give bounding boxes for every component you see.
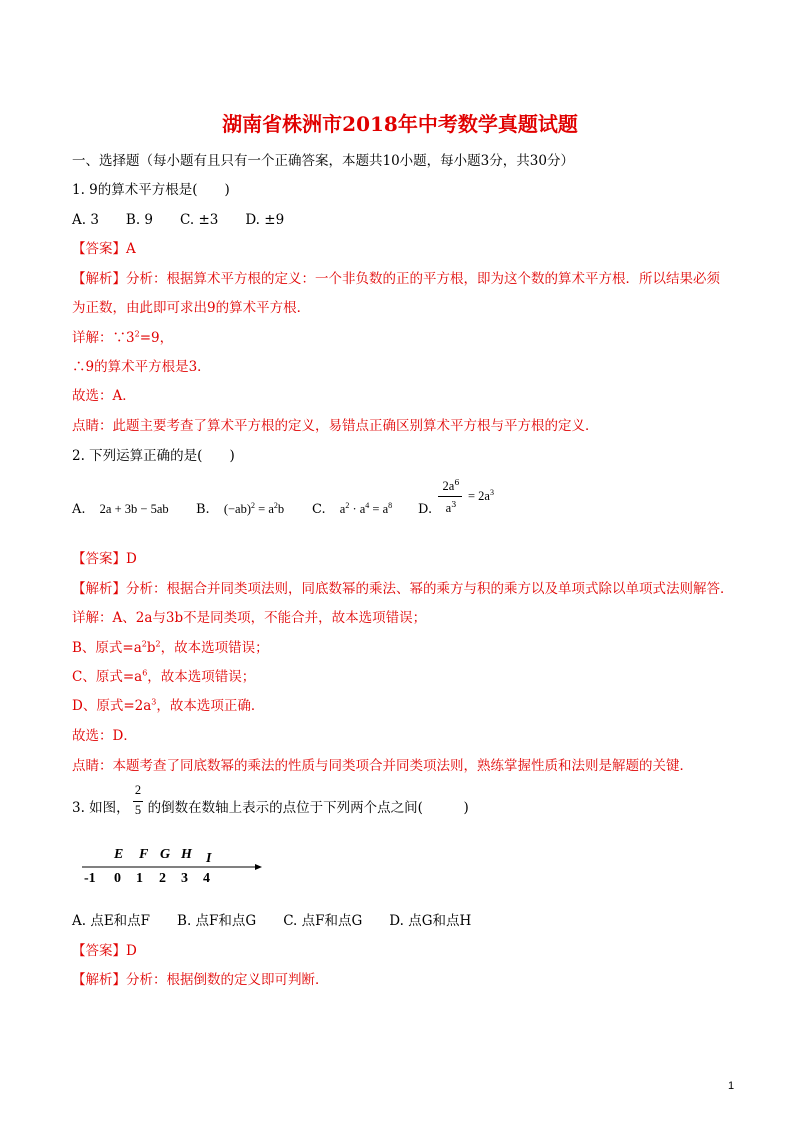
q2-option-c-label: C. [312, 502, 326, 517]
number-line-axis [80, 845, 280, 890]
q2-d-rhs: = 2a [468, 489, 490, 503]
q2-c-a1: a [339, 502, 346, 516]
q1-detail [72, 329, 173, 347]
q2-analysis: 【解析】分析：根据合并同类项法则，同底数幂的乘法、幂的乘方与积的乘方以及单项式除以单项式法则解答． [72, 581, 734, 597]
q2-b-base: (−ab) [223, 502, 252, 516]
q2-option-b-expr [224, 502, 284, 516]
q2-option-b-label: B. [196, 502, 210, 517]
q2-detail-c-sup: 6 [142, 668, 148, 678]
q2-c-e1: 2 [345, 500, 350, 510]
q2-option-a-label: A. [72, 502, 86, 517]
point-label-h: H [181, 847, 192, 862]
q1-therefore: ∴9的算术平方根是3． [72, 359, 211, 375]
q1-analysis-line1: 【解析】分析：根据算术平方根的定义：一个非负数的正的平方根，即为这个数的算术平方根．所以结果必须 [72, 271, 720, 287]
tick-label-1: 1 [136, 871, 143, 886]
q2-detail-d-pre: D、原式=2a [72, 698, 152, 714]
q3-stem-post: 的倒数在数轴上表示的点位于下列两个点之间( ) [147, 800, 469, 816]
point-label-i: I [206, 851, 212, 866]
q2-d-den-exp: 3 [451, 499, 457, 509]
q1-comment: 点睛：此题主要考查了算术平方根的定义，易错点正确区别算术平方根与平方根的定义． [72, 418, 599, 434]
point-label-e: E [114, 847, 124, 862]
q2-detail-b-pre: B、原式=a [72, 640, 142, 656]
q2-detail-b-sup1: 2 [141, 639, 147, 649]
q1-answer: 【答案】A [72, 241, 136, 257]
q2-detail-d-sup: 3 [151, 697, 157, 707]
q3-fraction-numerator: 2 [134, 783, 142, 797]
q2-c-dot: · a [349, 502, 366, 516]
q2-d-num-exp: 6 [454, 477, 460, 487]
q1-detail-suffix: =9， [139, 330, 174, 346]
q2-detail: 详解：A、2a与3b不是同类项，不能合并，故本选项错误； [72, 610, 427, 626]
q2-option-a-expr: 2a + 3b − 5ab [99, 502, 169, 516]
q2-detail-c [72, 668, 255, 686]
point-label-g: G [160, 847, 171, 862]
q2-b-exp2: 2 [273, 500, 278, 510]
q2-answer: 【答案】D [72, 551, 137, 567]
q2-detail-c-pre: C、原式=a [72, 669, 143, 685]
q3-stem-pre: 3. 如图， [72, 800, 130, 816]
q2-stem: 2. 下列运算正确的是( ) [72, 448, 235, 464]
q1-stem: 1. 9的算术平方根是( ) [72, 182, 230, 198]
tick-label-2: 2 [159, 871, 166, 886]
q2-d-den: a [445, 501, 452, 515]
tick-label-3: 3 [181, 871, 188, 886]
q2-c-e3: 8 [388, 500, 393, 510]
q1-detail-sup: 2 [134, 329, 140, 339]
q2-detail-d-post: ，故本选项正确． [156, 698, 265, 714]
q3-options: A. 点E和点F B. 点F和点G C. 点F和点G D. 点G和点H [72, 913, 472, 929]
q1-analysis-line2: 为正数，由此即可求出9的算术平方根． [72, 300, 311, 316]
q3-fraction-denominator: 5 [134, 803, 142, 817]
q3-answer: 【答案】D [72, 943, 137, 959]
q2-c-eq: = a [369, 502, 389, 516]
point-label-f: F [139, 847, 149, 862]
q3-analysis: 【解析】分析：根据倒数的定义即可判断． [72, 972, 329, 988]
page-number: 1 [728, 1080, 735, 1092]
q2-b-tail: b [277, 502, 285, 516]
q2-option-d-numerator [438, 478, 464, 494]
q3-fraction-bar [133, 801, 143, 802]
number-line-figure [80, 845, 280, 890]
q1-detail-prefix: 详解：∵3 [72, 330, 135, 346]
tick-label-0: 0 [114, 871, 121, 886]
q2-detail-b-mid: b [146, 640, 156, 656]
q1-options: A. 3 B. 9 C. ±3 D. ±9 [72, 212, 285, 228]
q2-b-eq: = a [255, 502, 274, 516]
q2-option-a [72, 502, 169, 517]
q2-option-d-label: D. [418, 502, 433, 517]
q1-choose: 故选：A． [72, 388, 136, 404]
q2-detail-c-post: ，故本选项错误； [147, 669, 256, 685]
q2-detail-b [72, 639, 269, 657]
q2-d-num: 2a [442, 479, 455, 493]
q2-choose: 故选：D． [72, 728, 137, 744]
q2-detail-d [72, 697, 264, 715]
q2-d-rhs-exp: 3 [489, 487, 494, 497]
tick-label-neg1: -1 [84, 871, 96, 886]
q2-option-c [312, 502, 392, 517]
q2-option-d-fraction-bar [438, 496, 462, 497]
q2-detail-b-post: ，故本选项错误； [160, 640, 269, 656]
section-heading: 一、选择题（每小题有且只有一个正确答案，本题共10小题，每小题3分，共30分） [72, 153, 574, 169]
q2-option-b [196, 502, 284, 517]
q2-option-d-rhs [468, 489, 494, 504]
q2-c-e2: 4 [365, 500, 370, 510]
q2-detail-b-sup2: 2 [155, 639, 161, 649]
q2-b-exp: 2 [251, 500, 256, 510]
page-title: 湖南省株洲市2018年中考数学真题试题 [222, 112, 578, 136]
q2-option-c-expr [340, 502, 392, 516]
q2-option-d-denominator [438, 500, 464, 516]
q2-comment: 点睛：本题考查了同底数幂的乘法的性质与同类项合并同类项法则，熟练掌握性质和法则是解题的关键． [72, 758, 693, 774]
tick-label-4: 4 [203, 871, 210, 886]
